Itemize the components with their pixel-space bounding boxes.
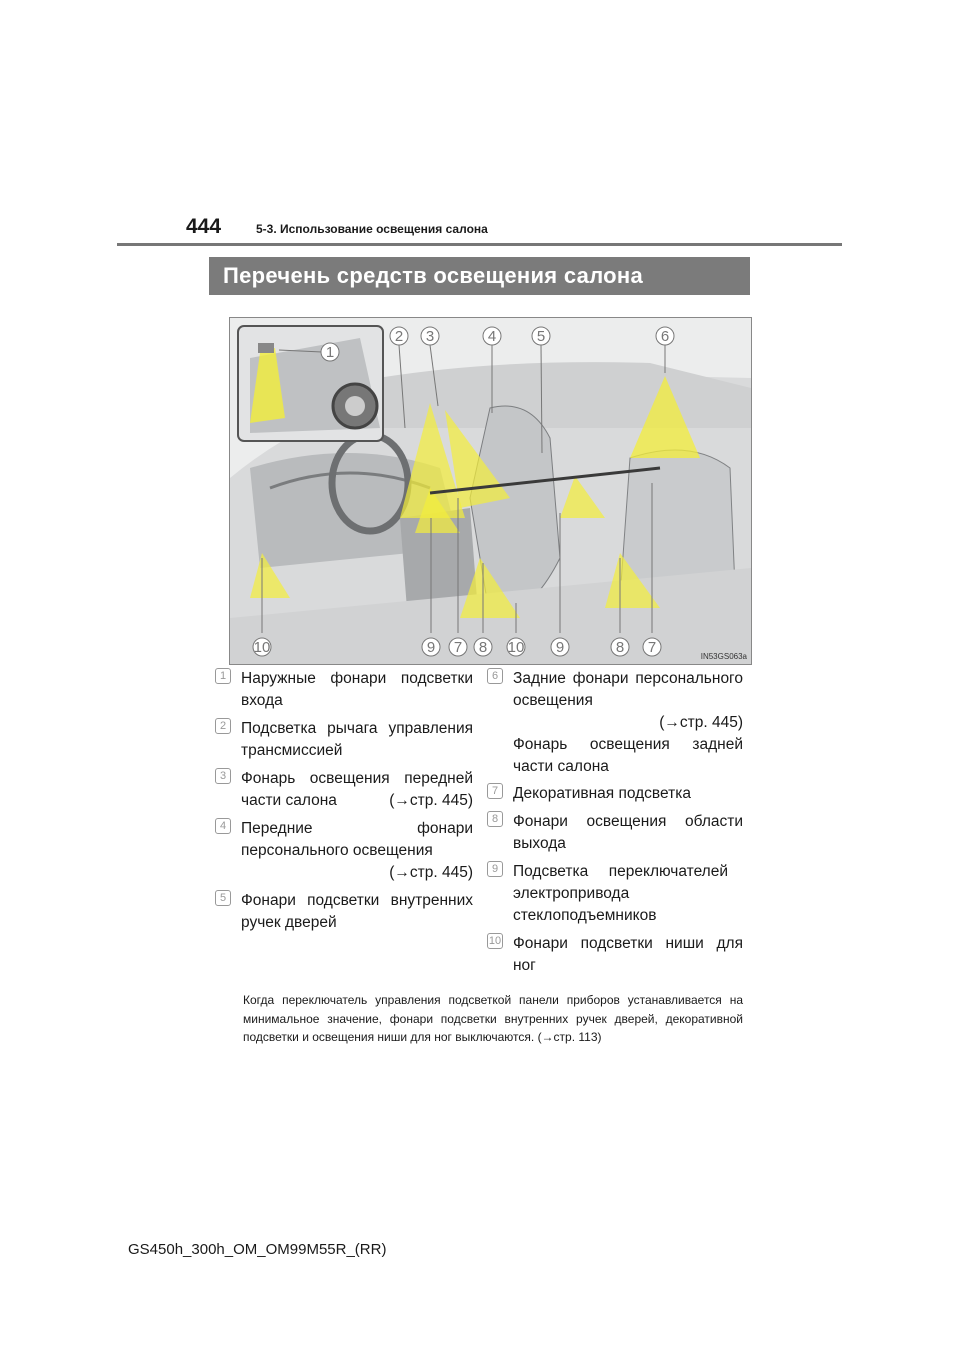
legend-text: Наружные фонари подсветки входа: [241, 670, 473, 709]
legend-text: Передние фонари персонального освещения: [241, 820, 473, 859]
page-reference: (→стр. 445): [389, 864, 473, 881]
section-title: 5-3. Использование освещения салона: [256, 222, 488, 236]
banner-title: Перечень средств освещения салона: [223, 263, 644, 288]
footer-code: GS450h_300h_OM_OM99M55R_(RR): [128, 1241, 387, 1258]
page-number: 444: [186, 215, 222, 238]
car-interior-drawing: [230, 318, 751, 664]
note-paragraph: Когда переключатель управления подсветкой панели приборов устанавливается на минимальное значение, фонари подсветки внутренних ручек дверей, декоративной подсветки и освещения ниши для ног выключаются. (→стр. 113): [243, 993, 743, 1044]
legend-number: 1: [215, 668, 231, 684]
legend-number: 9: [487, 861, 503, 877]
legend-text: Фонарь освещения передней части салона: [241, 770, 473, 809]
legend-extra-text: Фонарь освещения задней части салона: [513, 736, 743, 775]
svg-text:8: 8: [615, 639, 625, 656]
figure-code: IN53GS063a: [700, 652, 747, 661]
legend-text: Фонари подсветки ниши для ног: [513, 935, 743, 974]
legend-number: 4: [215, 818, 231, 834]
svg-text:7: 7: [453, 639, 463, 656]
header-rule: [117, 243, 842, 246]
legend-text: Задние фонари персонального освещения: [513, 670, 743, 709]
svg-text:4: 4: [487, 328, 497, 345]
svg-text:1: 1: [325, 344, 335, 361]
interior-lights-illustration: [229, 317, 752, 665]
svg-text:8: 8: [478, 639, 488, 656]
legend-text: Фонари подсветки внутренних ручек дверей: [241, 892, 473, 931]
svg-text:2: 2: [394, 328, 404, 345]
svg-text:9: 9: [426, 639, 436, 656]
svg-text:7: 7: [647, 639, 657, 656]
svg-text:6: 6: [660, 328, 670, 345]
legend-number: 2: [215, 718, 231, 734]
page-reference: (→стр. 445): [659, 714, 743, 731]
svg-text:5: 5: [536, 328, 546, 345]
legend-text: Фонари освещения области выхода: [513, 813, 743, 852]
legend-number: 8: [487, 811, 503, 827]
svg-text:10: 10: [507, 639, 525, 656]
legend-number: 5: [215, 890, 231, 906]
legend-number: 3: [215, 768, 231, 784]
page-reference: (→стр. 445): [389, 792, 473, 809]
legend-number: 6: [487, 668, 503, 684]
legend-text: Декоративная подсветка: [513, 785, 691, 802]
svg-text:9: 9: [555, 639, 565, 656]
legend-number: 7: [487, 783, 503, 799]
svg-text:10: 10: [253, 639, 271, 656]
section-banner: [209, 257, 750, 295]
legend-text: Подсветка рычага управления трансмиссией: [241, 720, 473, 759]
legend-text: Подсветка переключателей электропривода стеклоподъемников: [513, 863, 728, 924]
legend-number: 10: [488, 935, 502, 947]
svg-text:3: 3: [425, 328, 435, 345]
